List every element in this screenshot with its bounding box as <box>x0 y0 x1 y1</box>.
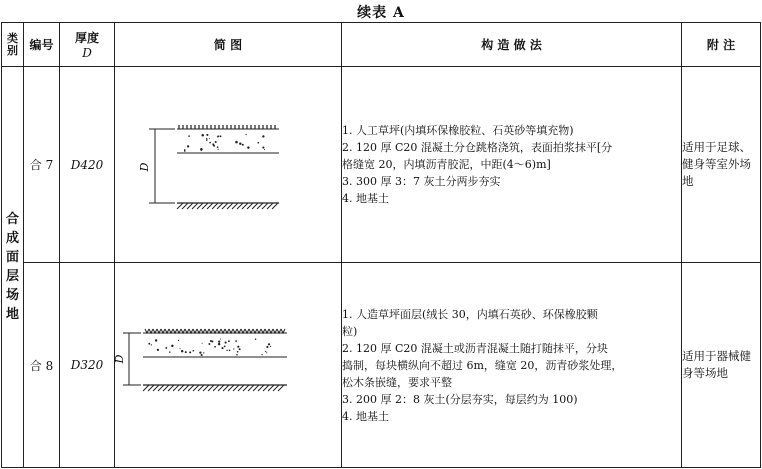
table-row <box>2 67 761 263</box>
method-line: 2. 120 厚 C20 混凝土分仓跳格浇筑，表面拍浆抹平[分 <box>342 141 613 154</box>
layer-diagram <box>115 67 342 263</box>
row-thickness: D420 <box>60 67 115 263</box>
method-line: 4. 地基土 <box>342 192 389 205</box>
method-cell <box>342 263 682 468</box>
method-line: 粒) <box>342 324 358 338</box>
note-cell: 适用于足球、健身等室外场地 <box>682 67 761 263</box>
row-thickness: D320 <box>60 263 115 468</box>
method-line: 松木条嵌缝，要求平整 <box>342 375 452 389</box>
method-line: 4. 地基土 <box>342 409 389 423</box>
header-thickness-symbol: D <box>82 46 92 60</box>
method-line: 3. 200 厚 2：8 灰土(分层夯实，每层约为 100) <box>342 392 578 406</box>
dimension-label: D <box>113 354 126 364</box>
note-cell: 适用于器械健身等场地 <box>682 263 761 468</box>
header-category: 类别 <box>2 23 24 67</box>
method-line: 1. 人造草坪面层(绒长 30，内填石英砂、环保橡胶颗 <box>342 307 598 321</box>
dimension-label: D <box>138 162 151 172</box>
category-cell: 合成面层场地 <box>2 67 24 468</box>
table-row <box>2 263 761 468</box>
construction-spec-table <box>1 22 761 468</box>
method-line: 2. 120 厚 C20 混凝土或沥青混凝土随打随抹平，分块 <box>342 341 608 355</box>
method-line: 捣制，每块横纵向不超过 6m，缝宽 20，沥青砂浆处理， <box>342 358 623 372</box>
header-notes: 附 注 <box>682 23 761 67</box>
header-method: 构 造 做 法 <box>342 23 682 67</box>
layer-section-drawing <box>115 67 342 263</box>
method-cell <box>342 67 682 263</box>
header-thickness <box>60 23 115 67</box>
layer-diagram <box>115 263 342 468</box>
header-row <box>2 23 761 67</box>
header-diagram: 简 图 <box>115 23 342 67</box>
method-line: 格缝宽 20，内填沥青胶泥，中距(4～6)m] <box>342 158 551 171</box>
row-number: 合 8 <box>24 263 60 468</box>
method-line: 3. 300 厚 3：7 灰土分两步夯实 <box>342 175 501 188</box>
layer-section-drawing <box>115 263 342 468</box>
header-thickness-label: 厚度 <box>74 31 99 45</box>
method-line: 1. 人工草坪(内填环保橡胶粒、石英砂等填充物) <box>342 124 574 137</box>
header-number: 编号 <box>24 23 60 67</box>
page-title: 续表 A <box>357 5 405 21</box>
row-number: 合 7 <box>24 67 60 263</box>
